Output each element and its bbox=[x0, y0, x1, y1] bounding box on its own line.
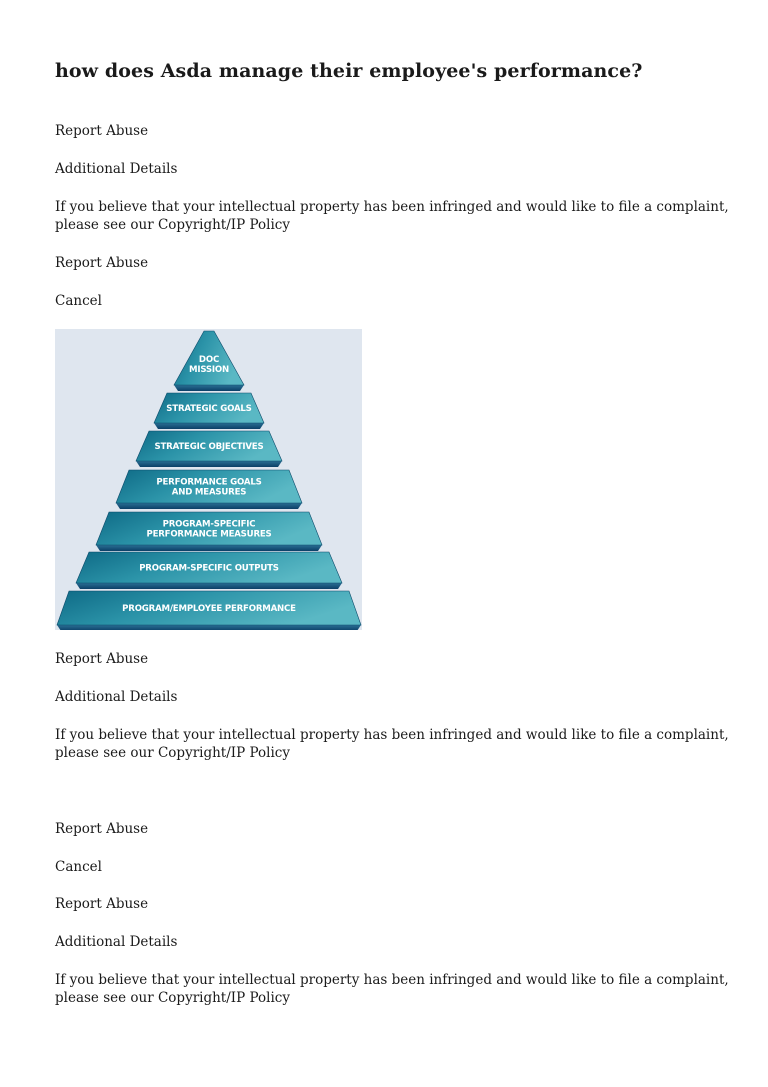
pyramid-tier bbox=[174, 331, 244, 391]
report-abuse-button[interactable]: Report Abuse bbox=[55, 255, 149, 271]
pyramid-tier-label: PROGRAM-SPECIFIC OUTPUTS bbox=[139, 563, 279, 574]
pyramid-tier-base bbox=[57, 625, 361, 630]
pyramid-tier bbox=[76, 552, 342, 589]
performance-pyramid-image bbox=[55, 329, 362, 630]
pyramid-tier-base bbox=[174, 385, 244, 391]
pyramid-tier-base bbox=[136, 461, 282, 467]
ip-notice-line: If you believe that your intellectual property has been infringed and would like to file a complaint, bbox=[55, 199, 729, 215]
report-abuse-link[interactable]: Report Abuse bbox=[55, 651, 149, 667]
pyramid-tier-label: DOC bbox=[198, 355, 220, 365]
ip-notice-line: If you believe that your intellectual property has been infringed and would like to file a complaint, bbox=[55, 727, 729, 743]
pyramid-tier bbox=[57, 591, 361, 630]
ip-policy-notice bbox=[55, 971, 745, 1007]
ip-policy-notice bbox=[55, 726, 745, 762]
ip-policy-notice bbox=[55, 198, 745, 234]
report-abuse-link[interactable]: Report Abuse bbox=[55, 896, 149, 912]
pyramid-tier-label: PROGRAM-SPECIFIC bbox=[162, 519, 256, 530]
additional-details-label: Additional Details bbox=[55, 934, 178, 950]
pyramid-tier-base bbox=[154, 423, 264, 429]
additional-details-label: Additional Details bbox=[55, 161, 178, 177]
pyramid-svg bbox=[55, 329, 362, 630]
pyramid-tier-base bbox=[76, 583, 342, 589]
pyramid-tier-label: PERFORMANCE MEASURES bbox=[146, 529, 272, 540]
ip-policy-link[interactable]: please see our Copyright/IP Policy bbox=[55, 990, 290, 1006]
ip-notice-line: If you believe that your intellectual property has been infringed and would like to file a complaint, bbox=[55, 972, 729, 988]
pyramid-tier-label: STRATEGIC OBJECTIVES bbox=[154, 442, 264, 452]
ip-policy-link[interactable]: please see our Copyright/IP Policy bbox=[55, 217, 290, 233]
report-abuse-link[interactable]: Report Abuse bbox=[55, 123, 149, 139]
pyramid-tier bbox=[116, 470, 302, 509]
pyramid-tier bbox=[136, 431, 282, 467]
pyramid-tier-base bbox=[116, 503, 302, 509]
pyramid-tier-label: MISSION bbox=[188, 365, 230, 375]
cancel-button[interactable]: Cancel bbox=[55, 293, 102, 309]
pyramid-tier-label: AND MEASURES bbox=[171, 487, 247, 498]
ip-policy-link[interactable]: please see our Copyright/IP Policy bbox=[55, 745, 290, 761]
pyramid-tier-label: PERFORMANCE GOALS bbox=[156, 477, 262, 488]
report-abuse-button[interactable]: Report Abuse bbox=[55, 821, 149, 837]
pyramid-tier-base bbox=[96, 545, 322, 551]
page-title: how does Asda manage their employee's performance? bbox=[55, 60, 643, 82]
additional-details-label: Additional Details bbox=[55, 689, 178, 705]
pyramid-tier bbox=[154, 393, 264, 429]
cancel-button[interactable]: Cancel bbox=[55, 859, 102, 875]
pyramid-tier-label: STRATEGIC GOALS bbox=[166, 404, 252, 414]
pyramid-tier-label: PROGRAM/EMPLOYEE PERFORMANCE bbox=[122, 604, 296, 614]
pyramid-tier bbox=[96, 512, 322, 551]
